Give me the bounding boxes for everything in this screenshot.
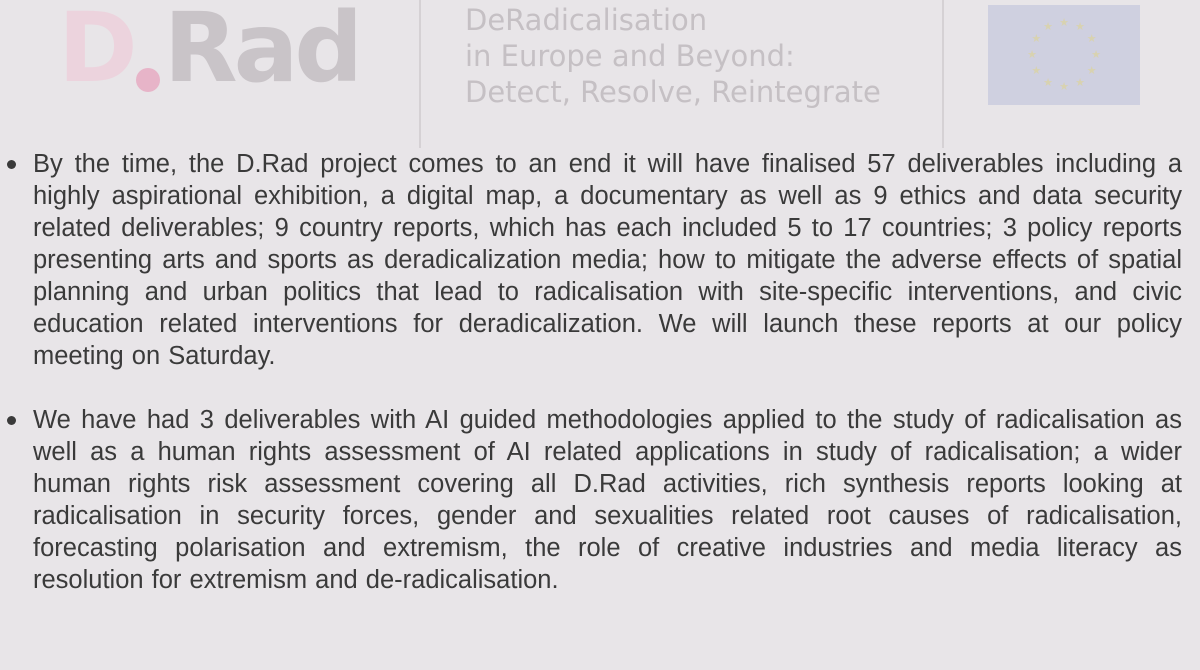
logo-letter-d: D: [58, 0, 134, 104]
eu-star-icon: ★: [1043, 20, 1053, 34]
drad-logo: [58, 0, 359, 110]
logo-letters-rad: Rad: [163, 0, 360, 104]
eu-star-icon: ★: [1086, 64, 1097, 77]
header-divider-left: [419, 0, 421, 148]
eu-star-icon: ★: [1091, 48, 1101, 61]
eu-star-icon: ★: [1075, 20, 1085, 34]
list-item-text: We have had 3 deliverables with AI guided methodologies applied to the study of radicalisation as well as a human rights assessment of AI related applications in study of radicalisation; a wider human rights risk assessment covering all D.Rad activities, rich synthesis reports looking at radicalisation in security forces, gender and sexualities related root causes of radicalisation, forecasting polarisation and extremism, the role of creative industries and media literacy as resolution for extremism and de-radicalisation.: [33, 406, 1182, 594]
eu-star-icon: ★: [1043, 75, 1053, 89]
bullet-icon: [7, 160, 16, 169]
deliverables-list: [0, 148, 1200, 596]
tagline-line-3: Detect, Resolve, Reintegrate: [465, 75, 881, 109]
main-content: [0, 148, 1200, 596]
eu-star-icon: ★: [1059, 80, 1069, 93]
eu-star-icon: ★: [1075, 75, 1085, 89]
eu-star-icon: ★: [1027, 48, 1037, 61]
bullet-icon: [7, 416, 16, 425]
eu-star-icon: ★: [1086, 32, 1097, 45]
tagline-line-1: DeRadicalisation: [465, 3, 708, 37]
list-item: [0, 148, 1200, 372]
eu-star-icon: ★: [1059, 16, 1069, 29]
eu-star-icon: ★: [1031, 64, 1042, 77]
list-item-text: By the time, the D.Rad project comes to an end it will have finalised 57 deliverables including a highly aspirational exhibition, a digital map, a documentary as well as 9 ethics and data security related deliverables; 9 country reports, which has each included 5 to 17 countries; 3 policy reports presenting arts and sports as deradicalization media; how to mitigate the adverse effects of spatial planning and urban politics that lead to radicalisation with site-specific interventions, and civic education related interventions for deradicalization. We will launch these reports at our policy meeting on Saturday.: [33, 150, 1182, 370]
eu-flag-icon: [988, 5, 1140, 105]
logo-dot: [136, 68, 160, 92]
eu-star-icon: ★: [1031, 32, 1042, 45]
header-divider-right: [942, 0, 944, 148]
project-tagline: [465, 2, 881, 110]
tagline-line-2: in Europe and Beyond:: [465, 39, 795, 73]
header: [0, 0, 1200, 150]
list-item: [0, 404, 1200, 596]
